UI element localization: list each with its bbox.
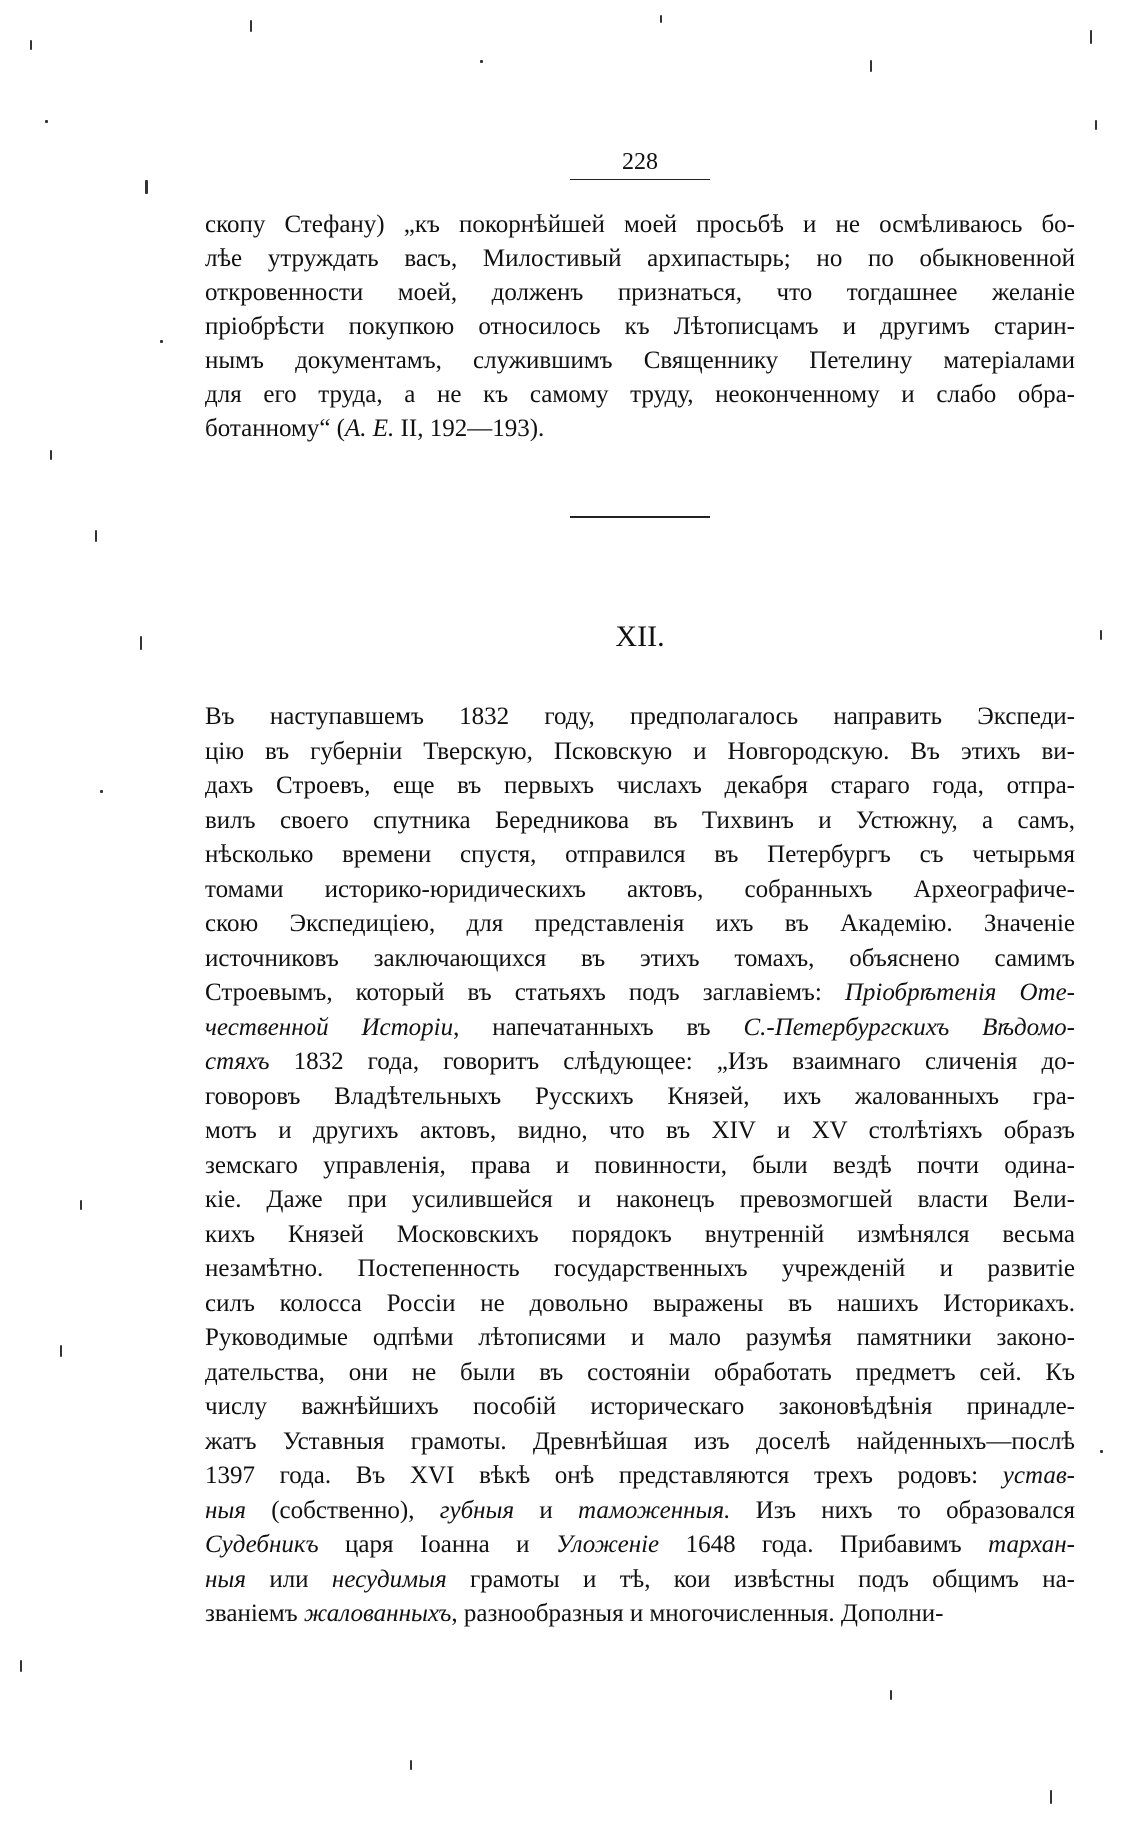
text-run: кіе. Даже при усилившейся и наконецъ превозмогшей власти Вели- [205,1186,1075,1213]
text-line [205,1321,1075,1356]
scan-speck [45,120,48,123]
scan-speck [480,60,483,63]
scan-speck [80,1200,82,1210]
scan-speck [140,636,142,650]
text-line [205,1528,1075,1563]
scan-speck [60,1345,62,1357]
text-line [205,873,1075,908]
text-run: царя Іоанна и [318,1531,557,1558]
quote-block [205,208,1075,446]
text-line [205,907,1075,942]
text-run: или [245,1565,332,1593]
text-line [205,769,1075,804]
chapter-heading: XII. [615,620,665,653]
scan-speck [250,20,252,32]
scan-speck [1095,120,1097,130]
text-line [205,838,1075,873]
italic-text: Пріобрѣтенія Оте- [844,979,1075,1006]
text-line [205,1011,1075,1046]
text-run: лѣе утруждать васъ, Милостивый архипастырь; но по обыкновенной [205,245,1075,272]
text-run: нымъ документамъ, служившимъ Священнику Петелину матеріалами [205,347,1075,374]
text-line [205,412,1075,446]
main-text [205,700,1075,1632]
scan-speck [30,40,32,50]
text-run: источниковъ заключающихся въ этихъ томахъ, объяснено самимъ [205,944,1075,972]
scan-speck [145,180,148,194]
scan-speck [1100,1450,1103,1453]
text-run: II, 192—193). [394,415,545,442]
text-line [205,976,1075,1011]
text-run: , разнообразныя и многочисленныя. Дополни- [451,1600,944,1627]
page-number: 228 [570,148,710,180]
text-run: Изъ нихъ то образовался [730,1496,1075,1524]
text-line [205,276,1075,310]
scan-speck [100,790,103,793]
text-run: , напечатанныхъ въ [453,1013,744,1041]
text-line [205,804,1075,839]
scan-speck [50,450,52,460]
text-line [205,1149,1075,1184]
text-run: нѣсколько времени спустя, отправился въ Петербургъ съ четырьмя [205,841,1075,868]
italic-text: устав- [1002,1462,1075,1489]
italic-text: несудимыя [331,1565,447,1593]
text-line [205,1459,1075,1494]
italic-text: стяхъ [205,1048,270,1075]
scan-speck [20,1660,22,1672]
italic-text: таможенныя. [578,1496,731,1524]
text-line [205,700,1075,735]
text-line [205,1597,1075,1632]
scan-speck [1100,630,1102,640]
text-run: числу важнѣйшихъ пособій историческаго законовѣдѣнія принадле- [205,1393,1075,1420]
scan-speck [410,1760,412,1770]
text-run: мотъ и другихъ актовъ, видно, что въ XIV и XV столѣтіяхъ образъ [205,1117,1075,1144]
text-line [205,208,1075,242]
text-line [205,1183,1075,1218]
text-run: и [514,1496,578,1524]
text-run: силъ колосса Россіи не довольно выражены въ нашихъ Историкахъ. [205,1289,1075,1317]
text-line [205,1425,1075,1460]
text-run: званіемъ [205,1600,304,1627]
text-line [205,1252,1075,1287]
text-line [205,1494,1075,1529]
text-run: 1648 года. Прибавимъ [659,1531,989,1558]
text-run: Руководимые одпѣми лѣтописями и мало разумѣя памятники законо- [205,1324,1075,1351]
scan-speck [890,1690,892,1700]
text-run: кихъ Князей Московскихъ порядокъ внутренній измѣнялся весьма [205,1220,1075,1248]
text-line [205,242,1075,276]
text-run: цію въ губерніи Тверскую, Псковскую и Новгородскую. Въ этихъ ви- [205,737,1075,765]
text-run: грамоты и тѣ, кои извѣстны подъ общимъ на- [446,1565,1076,1593]
text-line [205,1563,1075,1598]
text-run: Строевымъ, который въ статьяхъ подъ заглавіемъ: [205,979,845,1006]
text-run: откровенности моей, долженъ признаться, что тогдашнее желаніе [205,279,1075,306]
text-run: дахъ Строевъ, еще въ первыхъ числахъ декабря стараго года, отпра- [205,772,1075,799]
italic-text: Уложеніе [556,1531,660,1558]
italic-text: губныя [439,1496,515,1524]
text-line [205,1356,1075,1391]
text-line [205,378,1075,412]
section-separator [570,516,710,518]
text-run: Въ наступавшемъ 1832 году, предполагалось направить Экспеди- [205,703,1075,730]
text-run: пріобрѣсти покупкою относилось къ Лѣтописцамъ и другимъ старин- [205,313,1075,340]
text-run: вилъ своего спутника Бередникова въ Тихвинъ и Устюжну, а самъ, [205,806,1075,834]
text-run: ботанному“ ( [205,415,345,442]
text-run: говоровъ Владѣтельныхъ Русскихъ Князей, ихъ жалованныхъ гра- [205,1082,1075,1110]
text-line [205,735,1075,770]
text-run: незамѣтно. Постепенность государственныхъ учрежденій и развитіе [205,1255,1075,1282]
text-line [205,1045,1075,1080]
text-run: 1832 года, говоритъ слѣдующее: „Изъ взаимнаго сличенія до- [269,1048,1075,1075]
text-run: для его труда, а не къ самому труду, неоконченному и слабо обра- [205,381,1075,408]
scan-speck [95,530,97,542]
text-run: дательства, они не были въ состояніи обработать предметъ сей. Къ [205,1358,1075,1386]
italic-text: чественной Исторіи [205,1013,454,1041]
scan-speck [1090,30,1092,44]
text-line [205,1390,1075,1425]
text-run: скопу Стефану) „къ покорнѣйшей моей просьбѣ и не осмѣливаюсь бо- [205,211,1075,238]
italic-text: С.-Петербургскихъ Вѣдомо- [743,1013,1075,1041]
text-run: жатъ Уставныя грамоты. Древнѣйшая изъ доселѣ найденныхъ—послѣ [205,1427,1075,1455]
italic-text: ныя [205,1565,246,1593]
text-line [205,942,1075,977]
scan-speck [870,60,872,72]
text-run: земскаго управленія, права и повинности, были вездѣ почти одина- [205,1151,1075,1179]
text-line [205,1287,1075,1322]
text-run: 1397 года. Въ XVI вѣкѣ онѣ представляются трехъ родовъ: [205,1462,1003,1489]
scan-speck [1050,1790,1052,1804]
italic-text: А. Е. [345,415,395,442]
italic-text: ныя [205,1496,246,1524]
text-line [205,344,1075,378]
italic-text: жалованныхъ [303,1600,452,1627]
text-line [205,1218,1075,1253]
text-line [205,310,1075,344]
text-run: томами историко-юридическихъ актовъ, собранныхъ Археографиче- [205,875,1075,903]
text-run: скою Экспедиціею, для представленія ихъ въ Академію. Значеніе [205,910,1075,937]
scan-speck [160,340,163,343]
text-line [205,1114,1075,1149]
text-run: (собственно), [245,1496,440,1524]
italic-text: Судебникъ [205,1531,319,1558]
text-line [205,1080,1075,1115]
scan-speck [660,15,662,23]
italic-text: тархан- [988,1531,1075,1558]
